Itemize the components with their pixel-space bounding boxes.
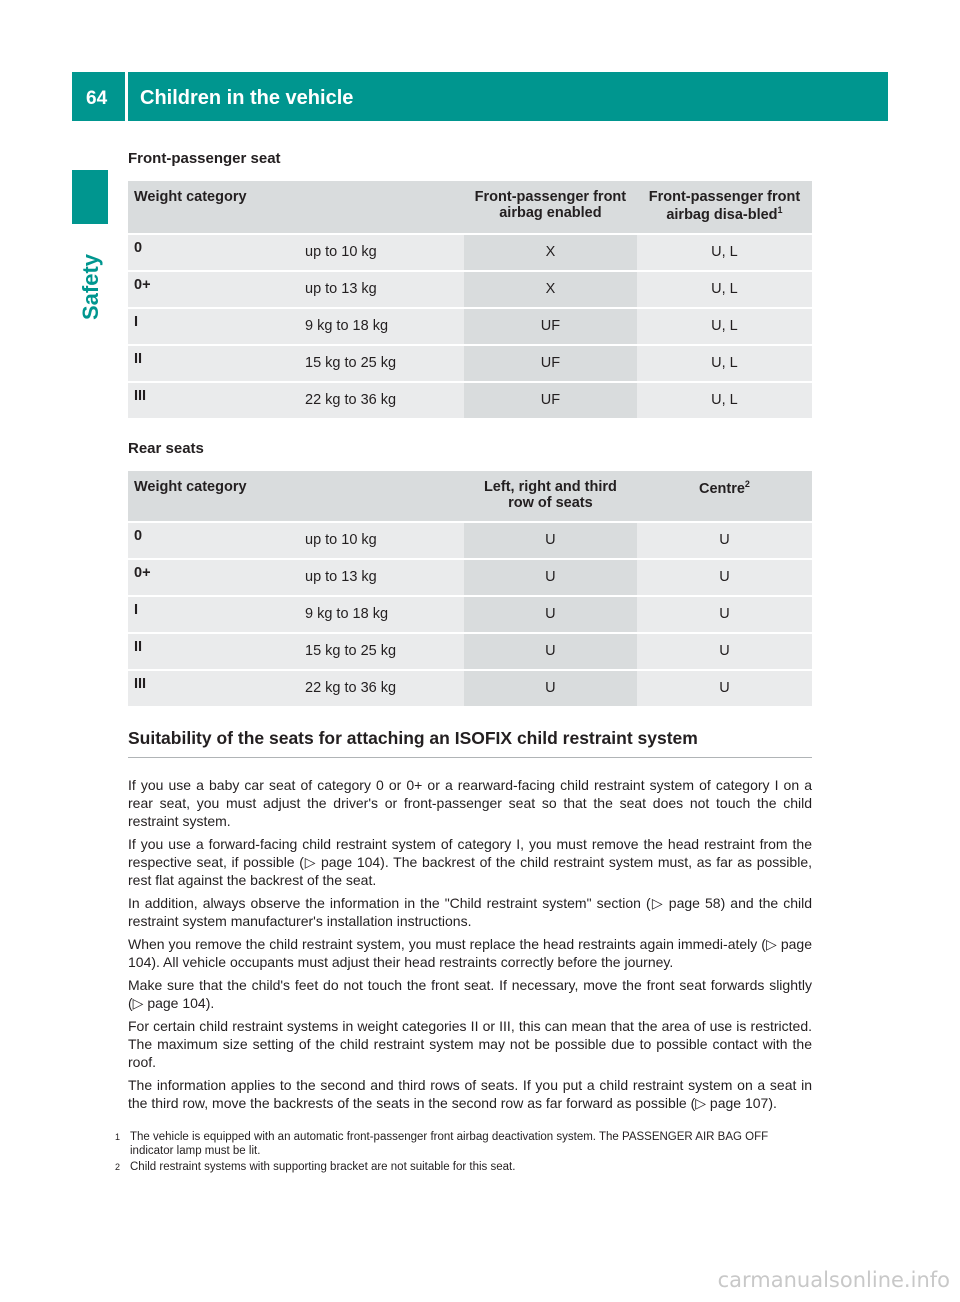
category-cell: III bbox=[128, 670, 299, 706]
table-row bbox=[128, 559, 812, 596]
weight-cell: up to 13 kg bbox=[299, 559, 464, 596]
category-cell: II bbox=[128, 633, 299, 670]
table-row bbox=[128, 345, 812, 382]
footnote-text: The vehicle is equipped with an automatic front-passenger front airbag deactivation system. The PASSENGER AIR BAG OFF indicator lamp must be lit. bbox=[130, 1130, 769, 1157]
centre-seat-cell: U bbox=[637, 633, 812, 670]
centre-seat-cell: U bbox=[637, 559, 812, 596]
header-centre: Centre$^2$ bbox=[637, 471, 812, 522]
footnote-text: Child restraint systems with supporting bracket are not suitable for this seat. bbox=[130, 1160, 516, 1173]
airbag-disabled-cell: U, L bbox=[637, 234, 812, 271]
table-row bbox=[128, 633, 812, 670]
weight-cell: up to 13 kg bbox=[299, 271, 464, 308]
category-cell: 0 bbox=[128, 234, 299, 271]
front-passenger-table bbox=[128, 181, 812, 418]
outer-seats-cell: U bbox=[464, 522, 637, 559]
centre-seat-cell: U bbox=[637, 522, 812, 559]
footnote-mark: 1 bbox=[115, 1131, 121, 1142]
airbag-disabled-cell: U, L bbox=[637, 308, 812, 345]
table-row bbox=[128, 271, 812, 308]
paragraph: Make sure that the child's feet do not touch the front seat. If necessary, move the front seat forwards slightly (▷ page 104). bbox=[128, 976, 812, 1011]
footnote-1 bbox=[115, 1130, 812, 1158]
header-weight-category: Weight category bbox=[128, 181, 464, 234]
weight-cell: 9 kg to 18 kg bbox=[299, 308, 464, 345]
airbag-enabled-cell: UF bbox=[464, 382, 637, 418]
category-cell: 0 bbox=[128, 522, 299, 559]
weight-cell: 15 kg to 25 kg bbox=[299, 345, 464, 382]
category-cell: 0+ bbox=[128, 271, 299, 308]
header-weight-category: Weight category bbox=[128, 471, 464, 522]
airbag-disabled-cell: U, L bbox=[637, 345, 812, 382]
table-row bbox=[128, 522, 812, 559]
paragraph: If you use a forward-facing child restraint system of category I, you must remove the head restraint from the respective seat, if possible (▷ page 104). The backrest of the child restraint system must, as far as possible, rest flat against the backrest of the seat. bbox=[128, 835, 812, 888]
centre-seat-cell: U bbox=[637, 670, 812, 706]
outer-seats-cell: U bbox=[464, 633, 637, 670]
watermark: carmanualsonline.info bbox=[717, 1268, 950, 1292]
category-cell: I bbox=[128, 308, 299, 345]
header-airbag-disabled: Front-passenger front airbag disa-bled$^1$ bbox=[637, 181, 812, 234]
paragraph: For certain child restraint systems in weight categories II or III, this can mean that the area of use is restricted. The maximum size setting of the child restraint system may not be possible due to possible contact with the roof. bbox=[128, 1017, 812, 1070]
side-tab-block bbox=[72, 170, 108, 224]
airbag-disabled-cell: U, L bbox=[637, 382, 812, 418]
table-header-row bbox=[128, 471, 812, 522]
airbag-disabled-cell: U, L bbox=[637, 271, 812, 308]
rear-table-caption: Rear seats bbox=[128, 439, 204, 457]
footnote-ref-1: 1 bbox=[777, 205, 783, 215]
rear-seats-table bbox=[128, 471, 812, 706]
section-heading: Suitability of the seats for attaching an ISOFIX child restraint system bbox=[128, 728, 812, 758]
outer-seats-cell: U bbox=[464, 596, 637, 633]
weight-cell: 9 kg to 18 kg bbox=[299, 596, 464, 633]
category-cell: I bbox=[128, 596, 299, 633]
page-number: 64 bbox=[86, 88, 108, 109]
header-left-right-third: Left, right and third row of seats bbox=[464, 471, 637, 522]
airbag-enabled-cell: X bbox=[464, 234, 637, 271]
footnote-ref-2: 2 bbox=[744, 478, 750, 489]
page-header bbox=[72, 72, 888, 121]
weight-cell: 22 kg to 36 kg bbox=[299, 670, 464, 706]
paragraph: In addition, always observe the information in the "Child restraint system" section (▷ page 58) and the child restraint system manufacturer's installation instructions. bbox=[128, 894, 812, 929]
outer-seats-cell: U bbox=[464, 559, 637, 596]
weight-cell: up to 10 kg bbox=[299, 234, 464, 271]
table-header-row bbox=[128, 181, 812, 234]
outer-seats-cell: U bbox=[464, 670, 637, 706]
table-row bbox=[128, 234, 812, 271]
weight-cell: up to 10 kg bbox=[299, 522, 464, 559]
category-cell: 0+ bbox=[128, 559, 299, 596]
table-row bbox=[128, 308, 812, 345]
table-row bbox=[128, 382, 812, 418]
footnote-mark: 2 bbox=[115, 1161, 121, 1172]
paragraph: The information applies to the second and third rows of seats. If you put a child restraint system on a seat in the third row, move the backrests of the seats in the second row as far forward as possible (▷ page 107). bbox=[128, 1076, 812, 1111]
category-cell: II bbox=[128, 345, 299, 382]
front-table-caption: Front-passenger seat bbox=[128, 150, 281, 167]
page-content bbox=[115, 150, 812, 1176]
footnotes bbox=[115, 1130, 812, 1174]
airbag-enabled-cell: UF bbox=[464, 345, 637, 382]
paragraph: If you use a baby car seat of category 0 or 0+ or a rearward-facing child restraint system of category I on a rear seat, you must adjust the driver's or front-passenger seat so that the seat does not touch the child restraint system. bbox=[128, 776, 812, 829]
paragraph: When you remove the child restraint system, you must replace the head restraints again immedi-ately (▷ page 104). All vehicle occupants must adjust their head restraints correctly before the journey. bbox=[128, 935, 812, 970]
airbag-enabled-cell: UF bbox=[464, 308, 637, 345]
section-body bbox=[128, 776, 812, 1112]
chapter-title: Children in the vehicle bbox=[140, 87, 354, 109]
weight-cell: 22 kg to 36 kg bbox=[299, 382, 464, 418]
header-divider bbox=[125, 72, 128, 121]
header-airbag-enabled: Front-passenger front airbag enabled bbox=[464, 181, 637, 234]
airbag-enabled-cell: X bbox=[464, 271, 637, 308]
table-row bbox=[128, 670, 812, 706]
centre-seat-cell: U bbox=[637, 596, 812, 633]
category-cell: III bbox=[128, 382, 299, 418]
side-tab-label: Safety bbox=[78, 253, 103, 320]
table-row bbox=[128, 596, 812, 633]
footnote-2 bbox=[115, 1160, 812, 1174]
weight-cell: 15 kg to 25 kg bbox=[299, 633, 464, 670]
